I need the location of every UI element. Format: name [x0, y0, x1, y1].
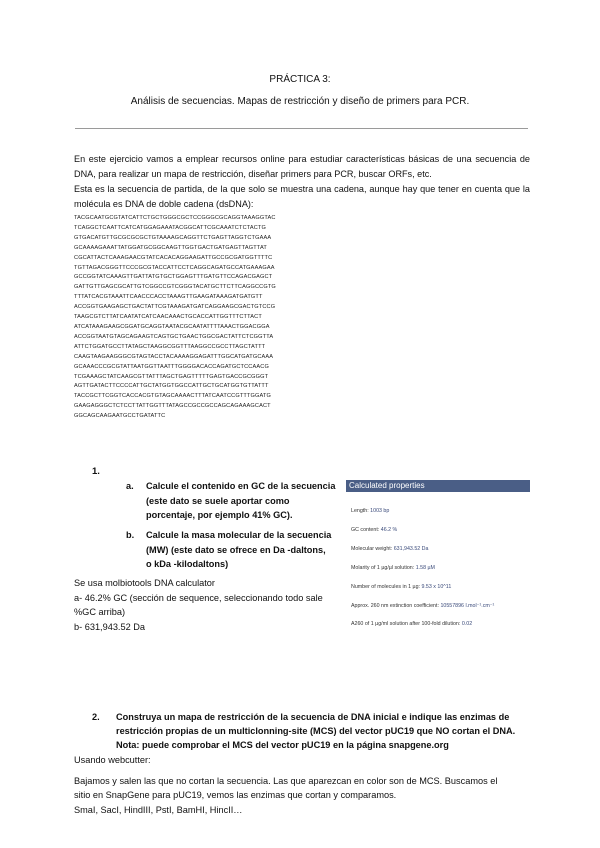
dna-sequence: [74, 214, 374, 422]
sequence-line: GGCAGCAAGAATGCCTGATATTC: [74, 413, 166, 420]
sequence-line: CAAGTAAGAAGGGCGTAGTACCTACAAAAGGAGATTTGGCATGATGCAAA: [74, 353, 274, 360]
answer-1-line: %GC arriba): [74, 607, 126, 617]
question-1a-line: porcentaje, por ejemplo 41% GC).: [146, 510, 293, 520]
sequence-line: TCAGGCTCAATTCATCATGGAGAAATACGGCATTCGCAAATCTCTACTG: [74, 224, 267, 231]
question-1a: [126, 479, 336, 523]
question-1b-line: (MW) (este dato se ofrece en Da -daltons,: [146, 544, 326, 555]
calc-row-extinction: Approx. 260 nm extinction coefficient: 10557896 l.mol⁻¹.cm⁻¹: [351, 603, 495, 609]
sequence-line: TCGAAAGCTATCAAGCGTTATTTAGCTGAGTTTTTGAGTGACCGCGGGT: [74, 373, 269, 380]
sequence-line: GCAAACCCGCGTATTAATGGTTAATTTGGGGACACCAGATGCTCCAACG: [74, 363, 269, 370]
answer-2-line: sitio en SnapGene para pUC19, vemos las enzimas que cortan y comparamos.: [74, 790, 397, 800]
answer-1-line: a- 46.2% GC (sección de sequence, seleccionando todo sale: [74, 592, 323, 603]
question-1b-line: o kDa -kilodaltons): [146, 559, 229, 569]
sequence-line: GATTGTTGAGCGCATTGTCGGCCGTCGGGTACATGCTTCTTCAGGCCGTG: [74, 284, 276, 291]
sequence-line: CGCATTACTCAAAGAACGTATCACACAGGAAGATTGCCGCGATGGTTTTC: [74, 254, 273, 261]
calc-row-gc-content: GC content: 46.2 %: [351, 527, 398, 533]
calc-row-length: Length: 1003 bp: [351, 508, 390, 514]
practice-title: PRÁCTICA 3:: [269, 74, 331, 85]
sequence-line: ATTCTGGATGCCTTATAGCTAAGGCGGTTTAAGGCCGCCTTAGCTATTT: [74, 343, 266, 350]
sequence-line: TAAGCGTCTTATCAATATCATCAACAAACTGCACCATTGGTTTCTTACT: [74, 314, 262, 321]
practice-subtitle: Análisis de secuencias. Mapas de restricción y diseño de primers para PCR.: [130, 96, 470, 107]
question-2-line: Construya un mapa de restricción de la secuencia de DNA inicial e indique las enzimas de: [116, 712, 510, 722]
sequence-line: TTTATCACGTAAATTCAACCCACCTAAAGTTGAAGATAAAGATGATGTT: [74, 294, 263, 301]
question-1b-line: Calcule la masa molecular de la secuencia: [146, 530, 332, 540]
sequence-line: GTGACATGTTGCGCGCGCTGTAAAAGCAGGTTCTGAGTTAGGTCTGAAA: [74, 234, 272, 241]
question-1b: [126, 528, 346, 572]
sequence-line: ACCGGTAATGTAGCAGAAGTCAGTGCTGAACTGGCGACTATTCTCGGTTA: [74, 333, 274, 340]
answer-2: [74, 753, 534, 817]
sequence-line: TGTTAGACGGGTTCCCGCGTACCATTCCTCAGGCAGATGCCATGAAAGAA: [74, 264, 275, 271]
calc-row-a260: A260 of 1 µg/ml solution after 100-fold dilution: 0.02: [351, 621, 473, 627]
intro-text: [74, 152, 530, 212]
question-2: [92, 710, 530, 753]
sequence-line: ATCATAAAGAAGCGGATGCAGGTAATACGCAATATTTTAAACTGGACGGA: [74, 323, 270, 330]
question-2-number: 2.: [92, 712, 100, 722]
horizontal-rule: [75, 128, 528, 129]
sequence-line: AGTTGATACTTCCCCATTGCTATGGTGGCCATTGCTGCATGGTGTTATTT: [74, 383, 269, 390]
sequence-line: ACCGGTGAAGAGCTGACTATTCGTAAAGATGATCAGGAAGCGACTGTCCG: [74, 304, 276, 311]
calc-row-molecular-weight: Molecular weight: 631,943.52 Da: [351, 546, 429, 552]
calc-row-molarity: Molarity of 1 µg/µl solution: 1.58 µM: [351, 565, 435, 571]
question-1a-letter: a.: [126, 481, 134, 491]
intro-paragraph-2: Esta es la secuencia de partida, de la que solo se muestra una cadena, aunque hay que tener en cuenta que la molécula es DNA de doble cadena (dsDNA):: [74, 184, 530, 209]
calculated-properties-header: Calculated properties: [346, 480, 530, 492]
answer-1-line: b- 631,943.52 Da: [74, 621, 146, 632]
answer-1-line: Se usa molbiotools DNA calculator: [74, 578, 215, 588]
question-2-line: restricción propias de un multiclonning-site (MCS) del vector pUC19 que NO cortan el DNA.: [116, 726, 516, 737]
sequence-line: GAAGAGGGCTCTCCTTATTGGTTTATAGCCGCCGCCAGCAGAAAGCACT: [74, 403, 271, 410]
sequence-line: GCAAAAGAAATTATGGATGCGGCAAGTTGGTGACTGATGAGTTAGTTAT: [74, 244, 267, 251]
question-1b-letter: b.: [126, 530, 135, 540]
answer-1: [74, 576, 323, 634]
answer-2-line: Usando webcutter:: [74, 755, 151, 765]
sequence-line: TACCGCTTCGGTCACCACGTGTAGCAAAACTTTATCAATCCGTTTGGATG: [74, 393, 272, 400]
calculated-properties-screenshot: [346, 480, 530, 630]
question-1a-line: Calcule el contenido en GC de la secuencia: [146, 481, 336, 491]
calc-row-molecules: Number of molecules in 1 µg: 9.53 x 10^11: [351, 584, 452, 590]
answer-2-line: SmaI, SacI, HindIII, PstI, BamHI, HincII…: [74, 804, 243, 815]
answer-2-line: Bajamos y salen las que no cortan la secuencia. Las que aparezcan en color son de MCS. Buscamos el: [74, 775, 498, 786]
question-1-number: 1.: [92, 466, 100, 477]
sequence-line: TACGCAATGCGTATCATTCTGCTGGGCGCTCCGGGCGCAGGTAAAGGTAC: [74, 215, 276, 221]
intro-paragraph-1: En este ejercicio vamos a emplear recursos online para estudiar características básicas de una secuencia de DNA, para realizar un mapa de restricción, diseñar primers para PCR, buscar ORFs, etc.: [74, 154, 530, 179]
question-1a-line: (este dato se suele aportar como: [146, 495, 290, 506]
question-2-line: Nota: puede comprobar el MCS del vector pUC19 en la página snapgene.org: [116, 740, 449, 751]
sequence-line: GCCGGTATCAAAGTTGATTATGTGCTGGAGTTTGATGTTCCAGACGAGCT: [74, 274, 273, 281]
